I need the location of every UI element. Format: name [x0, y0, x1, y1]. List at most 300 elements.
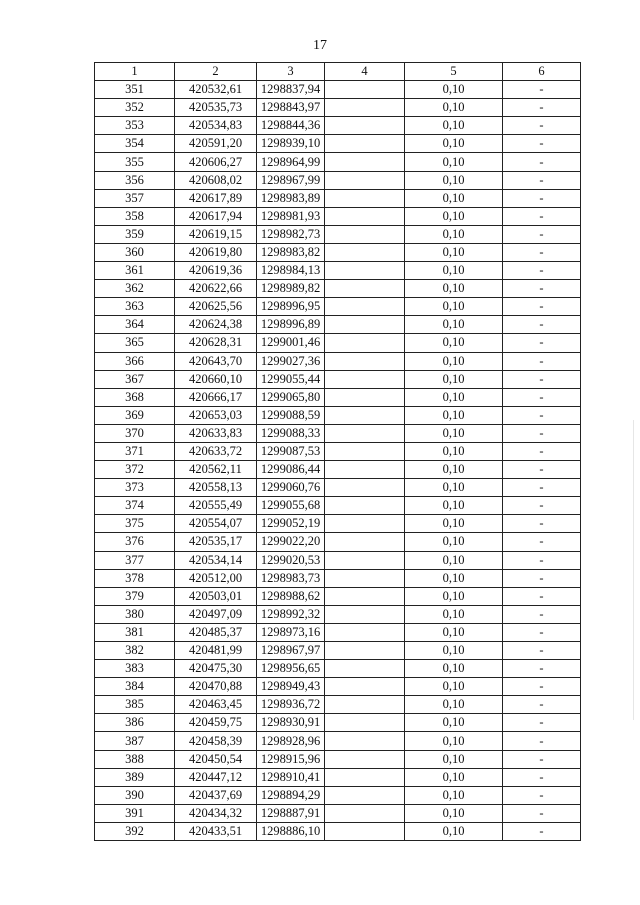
table-cell: -: [503, 189, 581, 207]
table-cell: [325, 515, 405, 533]
table-cell: 390: [95, 786, 175, 804]
table-cell: 420532,61: [175, 81, 257, 99]
table-cell: 1298936,72: [257, 696, 325, 714]
table-cell: [325, 99, 405, 117]
table-cell: 391: [95, 804, 175, 822]
table-cell: [325, 135, 405, 153]
table-cell: 420622,66: [175, 280, 257, 298]
table-row: [95, 280, 581, 298]
table-cell: -: [503, 569, 581, 587]
table-row: [95, 99, 581, 117]
table-cell: 420562,11: [175, 461, 257, 479]
table-cell: -: [503, 497, 581, 515]
table-cell: 0,10: [405, 225, 503, 243]
table-cell: 420591,20: [175, 135, 257, 153]
table-row: [95, 117, 581, 135]
table-cell: 1299065,80: [257, 388, 325, 406]
table-cell: 0,10: [405, 424, 503, 442]
table-row: [95, 334, 581, 352]
table-cell: 0,10: [405, 533, 503, 551]
table-cell: -: [503, 714, 581, 732]
table-cell: -: [503, 587, 581, 605]
table-cell: 420470,88: [175, 678, 257, 696]
table-cell: 420503,01: [175, 587, 257, 605]
table-cell: 1299027,36: [257, 352, 325, 370]
coordinates-table: [94, 62, 581, 841]
table-cell: -: [503, 623, 581, 641]
table-cell: 0,10: [405, 804, 503, 822]
table-cell: [325, 334, 405, 352]
table-cell: 383: [95, 660, 175, 678]
table-cell: 0,10: [405, 642, 503, 660]
table-cell: 0,10: [405, 605, 503, 623]
table-row: [95, 497, 581, 515]
table-cell: -: [503, 461, 581, 479]
table-cell: [325, 605, 405, 623]
table-cell: 1298967,99: [257, 171, 325, 189]
table-cell: [325, 424, 405, 442]
table-cell: 0,10: [405, 117, 503, 135]
table-cell: 0,10: [405, 370, 503, 388]
table-row: [95, 623, 581, 641]
table-cell: [325, 714, 405, 732]
table-cell: [325, 533, 405, 551]
table-row: [95, 442, 581, 460]
table-cell: 420628,31: [175, 334, 257, 352]
table-cell: [325, 117, 405, 135]
table-cell: 420653,03: [175, 406, 257, 424]
table-cell: 1299022,20: [257, 533, 325, 551]
table-cell: -: [503, 388, 581, 406]
table-cell: 0,10: [405, 461, 503, 479]
table-cell: 420481,99: [175, 642, 257, 660]
table-cell: 369: [95, 406, 175, 424]
table-cell: 365: [95, 334, 175, 352]
table-cell: 0,10: [405, 442, 503, 460]
table-cell: 420606,27: [175, 153, 257, 171]
table-cell: 0,10: [405, 660, 503, 678]
table-row: [95, 605, 581, 623]
table-cell: -: [503, 822, 581, 840]
table-row: [95, 768, 581, 786]
table-cell: 420617,94: [175, 207, 257, 225]
table-cell: -: [503, 768, 581, 786]
table-cell: [325, 352, 405, 370]
table-cell: 364: [95, 316, 175, 334]
column-header: 2: [175, 63, 257, 81]
table-cell: 392: [95, 822, 175, 840]
table-cell: 1299060,76: [257, 479, 325, 497]
table-cell: -: [503, 280, 581, 298]
table-cell: 0,10: [405, 786, 503, 804]
table-cell: 0,10: [405, 81, 503, 99]
table-cell: [325, 642, 405, 660]
table-row: [95, 642, 581, 660]
table-cell: 355: [95, 153, 175, 171]
table-cell: -: [503, 406, 581, 424]
table-cell: 1298973,16: [257, 623, 325, 641]
table-cell: [325, 207, 405, 225]
table-row: [95, 153, 581, 171]
table-row: [95, 406, 581, 424]
table-cell: 382: [95, 642, 175, 660]
table-row: [95, 479, 581, 497]
table-cell: 0,10: [405, 316, 503, 334]
table-cell: 420660,10: [175, 370, 257, 388]
table-row: [95, 551, 581, 569]
table-cell: 0,10: [405, 497, 503, 515]
table-cell: 389: [95, 768, 175, 786]
table-cell: -: [503, 786, 581, 804]
table-cell: -: [503, 732, 581, 750]
table-cell: 1299087,53: [257, 442, 325, 460]
table-cell: -: [503, 135, 581, 153]
table-cell: 420619,15: [175, 225, 257, 243]
table-cell: 1298984,13: [257, 262, 325, 280]
table-cell: 363: [95, 298, 175, 316]
table-cell: 359: [95, 225, 175, 243]
table-cell: 0,10: [405, 569, 503, 587]
table-cell: 420555,49: [175, 497, 257, 515]
table-cell: 1298910,41: [257, 768, 325, 786]
column-header: 4: [325, 63, 405, 81]
table-cell: 0,10: [405, 696, 503, 714]
table-cell: -: [503, 153, 581, 171]
table-row: [95, 225, 581, 243]
table-cell: -: [503, 225, 581, 243]
table-cell: 420558,13: [175, 479, 257, 497]
table-cell: 0,10: [405, 298, 503, 316]
table-row: [95, 424, 581, 442]
table-cell: 1298983,89: [257, 189, 325, 207]
table-cell: [325, 786, 405, 804]
table-cell: 1298956,65: [257, 660, 325, 678]
table-cell: [325, 243, 405, 261]
table-cell: 362: [95, 280, 175, 298]
table-cell: [325, 461, 405, 479]
table-cell: 1298886,10: [257, 822, 325, 840]
table-cell: [325, 750, 405, 768]
table-cell: [325, 298, 405, 316]
table-cell: 420535,17: [175, 533, 257, 551]
table-cell: 0,10: [405, 732, 503, 750]
table-row: [95, 660, 581, 678]
table-cell: 0,10: [405, 678, 503, 696]
table-row: [95, 352, 581, 370]
table-cell: [325, 551, 405, 569]
table-cell: 380: [95, 605, 175, 623]
table-cell: 371: [95, 442, 175, 460]
table-cell: 366: [95, 352, 175, 370]
table-cell: 1299086,44: [257, 461, 325, 479]
table-row: [95, 569, 581, 587]
table-cell: -: [503, 207, 581, 225]
table-cell: 379: [95, 587, 175, 605]
table-cell: 1298992,32: [257, 605, 325, 623]
table-cell: [325, 822, 405, 840]
table-cell: -: [503, 551, 581, 569]
table-row: [95, 171, 581, 189]
table-cell: 0,10: [405, 768, 503, 786]
table-cell: 378: [95, 569, 175, 587]
table-cell: 361: [95, 262, 175, 280]
table-cell: -: [503, 678, 581, 696]
table-row: [95, 316, 581, 334]
table-cell: [325, 804, 405, 822]
table-cell: [325, 406, 405, 424]
table-cell: 1298983,82: [257, 243, 325, 261]
table-cell: -: [503, 171, 581, 189]
table-cell: 0,10: [405, 99, 503, 117]
table-cell: [325, 696, 405, 714]
page-number: 17: [313, 38, 327, 53]
table-row: [95, 533, 581, 551]
table-cell: 367: [95, 370, 175, 388]
table-cell: -: [503, 352, 581, 370]
table-cell: -: [503, 117, 581, 135]
table-cell: 0,10: [405, 135, 503, 153]
table-cell: 420485,37: [175, 623, 257, 641]
table-cell: [325, 497, 405, 515]
table-cell: 420666,17: [175, 388, 257, 406]
table-cell: 0,10: [405, 207, 503, 225]
table-cell: 0,10: [405, 714, 503, 732]
table-cell: -: [503, 298, 581, 316]
table-row: [95, 786, 581, 804]
table-cell: -: [503, 696, 581, 714]
table-cell: 1298844,36: [257, 117, 325, 135]
table-row: [95, 750, 581, 768]
table-cell: [325, 660, 405, 678]
table-cell: [325, 280, 405, 298]
table-row: [95, 370, 581, 388]
table-cell: 0,10: [405, 479, 503, 497]
table-cell: 1299088,33: [257, 424, 325, 442]
table-cell: -: [503, 479, 581, 497]
table-cell: [325, 623, 405, 641]
table-cell: 370: [95, 424, 175, 442]
table-cell: 420554,07: [175, 515, 257, 533]
table-cell: [325, 262, 405, 280]
table-cell: 420608,02: [175, 171, 257, 189]
table-cell: 386: [95, 714, 175, 732]
table-cell: -: [503, 370, 581, 388]
table-cell: 1298949,43: [257, 678, 325, 696]
table-cell: 1298967,97: [257, 642, 325, 660]
table-cell: -: [503, 515, 581, 533]
table-cell: 0,10: [405, 189, 503, 207]
table-cell: [325, 171, 405, 189]
table-cell: [325, 388, 405, 406]
table-cell: 420534,14: [175, 551, 257, 569]
table-cell: 420437,69: [175, 786, 257, 804]
table-row: [95, 189, 581, 207]
table-cell: 0,10: [405, 587, 503, 605]
table-row: [95, 714, 581, 732]
table-cell: 0,10: [405, 262, 503, 280]
table-row: [95, 696, 581, 714]
table-cell: 1298939,10: [257, 135, 325, 153]
table-cell: [325, 316, 405, 334]
table-cell: 1299001,46: [257, 334, 325, 352]
table-cell: [325, 189, 405, 207]
table-row: [95, 804, 581, 822]
table-cell: 1298843,97: [257, 99, 325, 117]
column-header: 5: [405, 63, 503, 81]
table-cell: 1299020,53: [257, 551, 325, 569]
table-cell: 0,10: [405, 406, 503, 424]
table-cell: 420450,54: [175, 750, 257, 768]
table-row: [95, 587, 581, 605]
table-cell: 388: [95, 750, 175, 768]
table-cell: 0,10: [405, 551, 503, 569]
table-cell: 420459,75: [175, 714, 257, 732]
table-cell: 353: [95, 117, 175, 135]
table-cell: 1299088,59: [257, 406, 325, 424]
table-cell: 0,10: [405, 623, 503, 641]
table-cell: 1298930,91: [257, 714, 325, 732]
table-cell: [325, 370, 405, 388]
table-cell: [325, 225, 405, 243]
table-cell: 420633,72: [175, 442, 257, 460]
table-cell: 0,10: [405, 822, 503, 840]
table-cell: 1299055,44: [257, 370, 325, 388]
table-cell: 420434,32: [175, 804, 257, 822]
table-cell: -: [503, 660, 581, 678]
table-cell: 376: [95, 533, 175, 551]
table-cell: -: [503, 750, 581, 768]
table-cell: 1299052,19: [257, 515, 325, 533]
table-cell: [325, 442, 405, 460]
table-cell: -: [503, 81, 581, 99]
table-row: [95, 243, 581, 261]
table-cell: 1298964,99: [257, 153, 325, 171]
table-cell: 420497,09: [175, 605, 257, 623]
table-cell: 381: [95, 623, 175, 641]
column-header: 3: [257, 63, 325, 81]
table-cell: 0,10: [405, 750, 503, 768]
table-cell: 1298928,96: [257, 732, 325, 750]
table-cell: -: [503, 334, 581, 352]
table-cell: 360: [95, 243, 175, 261]
table-cell: 385: [95, 696, 175, 714]
table-cell: 1298982,73: [257, 225, 325, 243]
table-row: [95, 207, 581, 225]
table-cell: -: [503, 533, 581, 551]
table-cell: 420433,51: [175, 822, 257, 840]
table-cell: 420475,30: [175, 660, 257, 678]
table-cell: 1298915,96: [257, 750, 325, 768]
table-cell: 0,10: [405, 280, 503, 298]
table-cell: 420643,70: [175, 352, 257, 370]
table-cell: -: [503, 804, 581, 822]
table-cell: 420617,89: [175, 189, 257, 207]
table-cell: [325, 587, 405, 605]
table-row: [95, 822, 581, 840]
table-cell: 354: [95, 135, 175, 153]
table-cell: 358: [95, 207, 175, 225]
table-cell: 0,10: [405, 334, 503, 352]
table-cell: 420534,83: [175, 117, 257, 135]
table-cell: 1298988,62: [257, 587, 325, 605]
table-cell: 420447,12: [175, 768, 257, 786]
table-row: [95, 388, 581, 406]
table-cell: 0,10: [405, 352, 503, 370]
table-cell: 384: [95, 678, 175, 696]
table-cell: 357: [95, 189, 175, 207]
table-cell: [325, 479, 405, 497]
table-cell: -: [503, 442, 581, 460]
table-cell: 387: [95, 732, 175, 750]
table-header-row: [95, 63, 581, 81]
table-cell: 374: [95, 497, 175, 515]
table-row: [95, 262, 581, 280]
table-row: [95, 461, 581, 479]
table-cell: -: [503, 99, 581, 117]
table-cell: [325, 153, 405, 171]
table-cell: 375: [95, 515, 175, 533]
table-cell: [325, 569, 405, 587]
table-cell: 1298837,94: [257, 81, 325, 99]
table-cell: 368: [95, 388, 175, 406]
table-cell: 1298983,73: [257, 569, 325, 587]
scan-margin-line: [633, 420, 634, 720]
table-cell: 356: [95, 171, 175, 189]
table-cell: 0,10: [405, 515, 503, 533]
table-cell: 373: [95, 479, 175, 497]
table-cell: 0,10: [405, 153, 503, 171]
table-cell: -: [503, 642, 581, 660]
table-row: [95, 515, 581, 533]
table-cell: 1298989,82: [257, 280, 325, 298]
table-cell: 1299055,68: [257, 497, 325, 515]
table-cell: 420633,83: [175, 424, 257, 442]
table-cell: 420625,56: [175, 298, 257, 316]
table-row: [95, 135, 581, 153]
table-cell: 0,10: [405, 171, 503, 189]
table-cell: [325, 81, 405, 99]
table-cell: -: [503, 243, 581, 261]
table-row: [95, 678, 581, 696]
table-cell: 420458,39: [175, 732, 257, 750]
table-cell: [325, 732, 405, 750]
table-cell: [325, 678, 405, 696]
table-cell: 420619,80: [175, 243, 257, 261]
column-header: 6: [503, 63, 581, 81]
table-cell: [325, 768, 405, 786]
table-cell: 420619,36: [175, 262, 257, 280]
table-cell: -: [503, 605, 581, 623]
table-cell: 377: [95, 551, 175, 569]
table-row: [95, 732, 581, 750]
table-cell: 1298887,91: [257, 804, 325, 822]
column-header: 1: [95, 63, 175, 81]
table-cell: 351: [95, 81, 175, 99]
table-cell: 420535,73: [175, 99, 257, 117]
table-cell: 1298996,95: [257, 298, 325, 316]
table-cell: 372: [95, 461, 175, 479]
table-cell: 420624,38: [175, 316, 257, 334]
table-cell: -: [503, 316, 581, 334]
table-cell: -: [503, 424, 581, 442]
table-cell: 1298996,89: [257, 316, 325, 334]
table-cell: 420512,00: [175, 569, 257, 587]
table-row: [95, 298, 581, 316]
table-cell: 1298894,29: [257, 786, 325, 804]
table-cell: 0,10: [405, 243, 503, 261]
table-body: [95, 81, 581, 841]
table-cell: 420463,45: [175, 696, 257, 714]
